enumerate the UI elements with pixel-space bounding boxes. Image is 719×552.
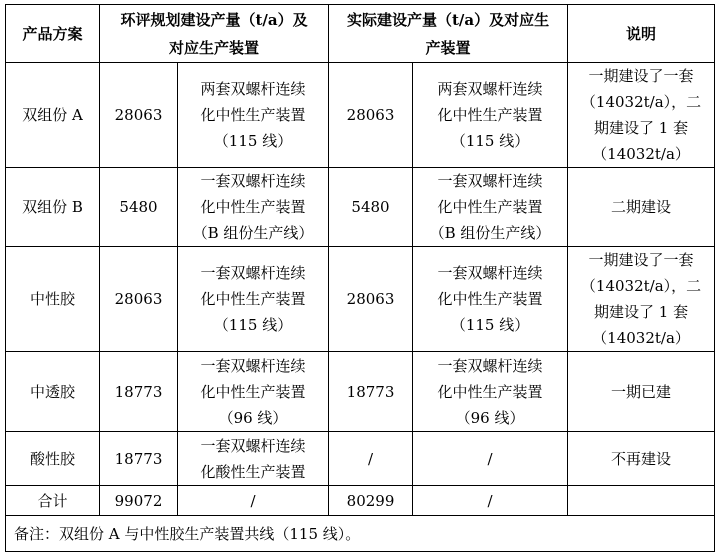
cell-line: （B 组份生产线） [192,224,314,242]
cell-note [568,63,715,168]
cell-planned-qty: 28063 [100,63,178,168]
cell-line: 期建设了 1 套 [593,303,689,321]
header-actual-line: 产装置 [425,38,471,57]
table-row [6,247,715,352]
cell-line: （115 线） [450,316,530,334]
remark-text: 备注：双组份 A 与中性胶生产装置共线（115 线）。 [6,516,715,552]
header-row [6,5,715,63]
table-row [6,63,715,168]
cell-line: （14032t/a），二 [580,277,702,295]
cell-line: （115 线） [450,132,530,150]
cell-planned-qty: 18773 [100,352,178,432]
cell-planned-device [178,432,329,486]
cell-total-planned-device: / [178,486,329,516]
header-actual-line: 实际建设产量（t/a）及对应生 [346,10,550,29]
cell-product: 双组份 A [6,63,100,168]
cell-total-planned-qty: 99072 [100,486,178,516]
total-row [6,486,715,516]
cell-product: 中透胶 [6,352,100,432]
cell-actual-device [413,352,568,432]
table-row [6,168,715,247]
header-planned-line: 环评规划建设产量（t/a）及 [120,10,308,29]
cell-planned-qty: 18773 [100,432,178,486]
cell-planned-qty: 28063 [100,247,178,352]
header-actual [329,5,568,63]
cell-note [568,247,715,352]
cell-line: （B 组份生产线） [429,224,551,242]
cell-line: 化中性生产装置 [437,382,543,401]
cell-line: 一期建设了一套 [588,251,694,269]
cell-actual-device [413,63,568,168]
cell-line: 一套双螺杆连续 [437,356,543,375]
cell-line: 化酸性生产装置 [200,462,306,481]
cell-line: 化中性生产装置 [200,290,306,308]
cell-line: 两套双螺杆连续 [437,80,543,98]
cell-line: 化中性生产装置 [200,198,306,216]
cell-product: 双组份 B [6,168,100,247]
header-planned [100,5,329,63]
cell-planned-qty: 5480 [100,168,178,247]
cell-total-label: 合计 [6,486,100,516]
cell-actual-qty: 18773 [329,352,413,432]
remark-row [6,516,715,552]
table-row [6,352,715,432]
cell-line: （14032t/a），二 [580,93,702,111]
cell-actual-qty: / [329,432,413,486]
cell-note: 不再建设 [568,432,715,486]
cell-note: 二期建设 [568,168,715,247]
cell-actual-qty: 28063 [329,247,413,352]
cell-planned-device [178,247,329,352]
cell-line: 一套双螺杆连续 [200,356,306,375]
header-planned-line: 对应生产装置 [169,38,260,57]
cell-line: 一套双螺杆连续 [200,172,306,190]
table-row [6,432,715,486]
cell-line: 化中性生产装置 [200,382,306,401]
cell-actual-device: / [413,432,568,486]
cell-note: 一期已建 [568,352,715,432]
cell-line: 两套双螺杆连续 [200,80,306,98]
cell-actual-device [413,247,568,352]
cell-line: 期建设了 1 套 [593,119,689,137]
cell-line: （96 线） [218,408,288,427]
cell-line: 一套双螺杆连续 [200,264,306,282]
header-product: 产品方案 [6,5,100,63]
cell-line: 一套双螺杆连续 [200,436,306,455]
cell-line: （115 线） [213,316,293,334]
cell-total-actual-qty: 80299 [329,486,413,516]
cell-product: 酸性胶 [6,432,100,486]
cell-line: 一期建设了一套 [588,67,694,85]
cell-line: 一套双螺杆连续 [437,172,543,190]
header-note: 说明 [568,5,715,63]
cell-line: 一套双螺杆连续 [437,264,543,282]
cell-line: 化中性生产装置 [437,198,543,216]
cell-line: （96 线） [455,408,525,427]
table-wrapper [5,4,715,552]
cell-actual-qty: 5480 [329,168,413,247]
cell-line: 化中性生产装置 [437,106,543,124]
cell-line: （14032t/a） [592,145,690,163]
cell-actual-device [413,168,568,247]
cell-actual-qty: 28063 [329,63,413,168]
cell-planned-device [178,352,329,432]
cell-product: 中性胶 [6,247,100,352]
cell-planned-device [178,168,329,247]
cell-line: （14032t/a） [592,329,690,347]
cell-total-note [568,486,715,516]
cell-line: 化中性生产装置 [200,106,306,124]
cell-line: （115 线） [213,132,293,150]
cell-total-actual-device: / [413,486,568,516]
production-table [5,4,715,552]
cell-planned-device [178,63,329,168]
cell-line: 化中性生产装置 [437,290,543,308]
